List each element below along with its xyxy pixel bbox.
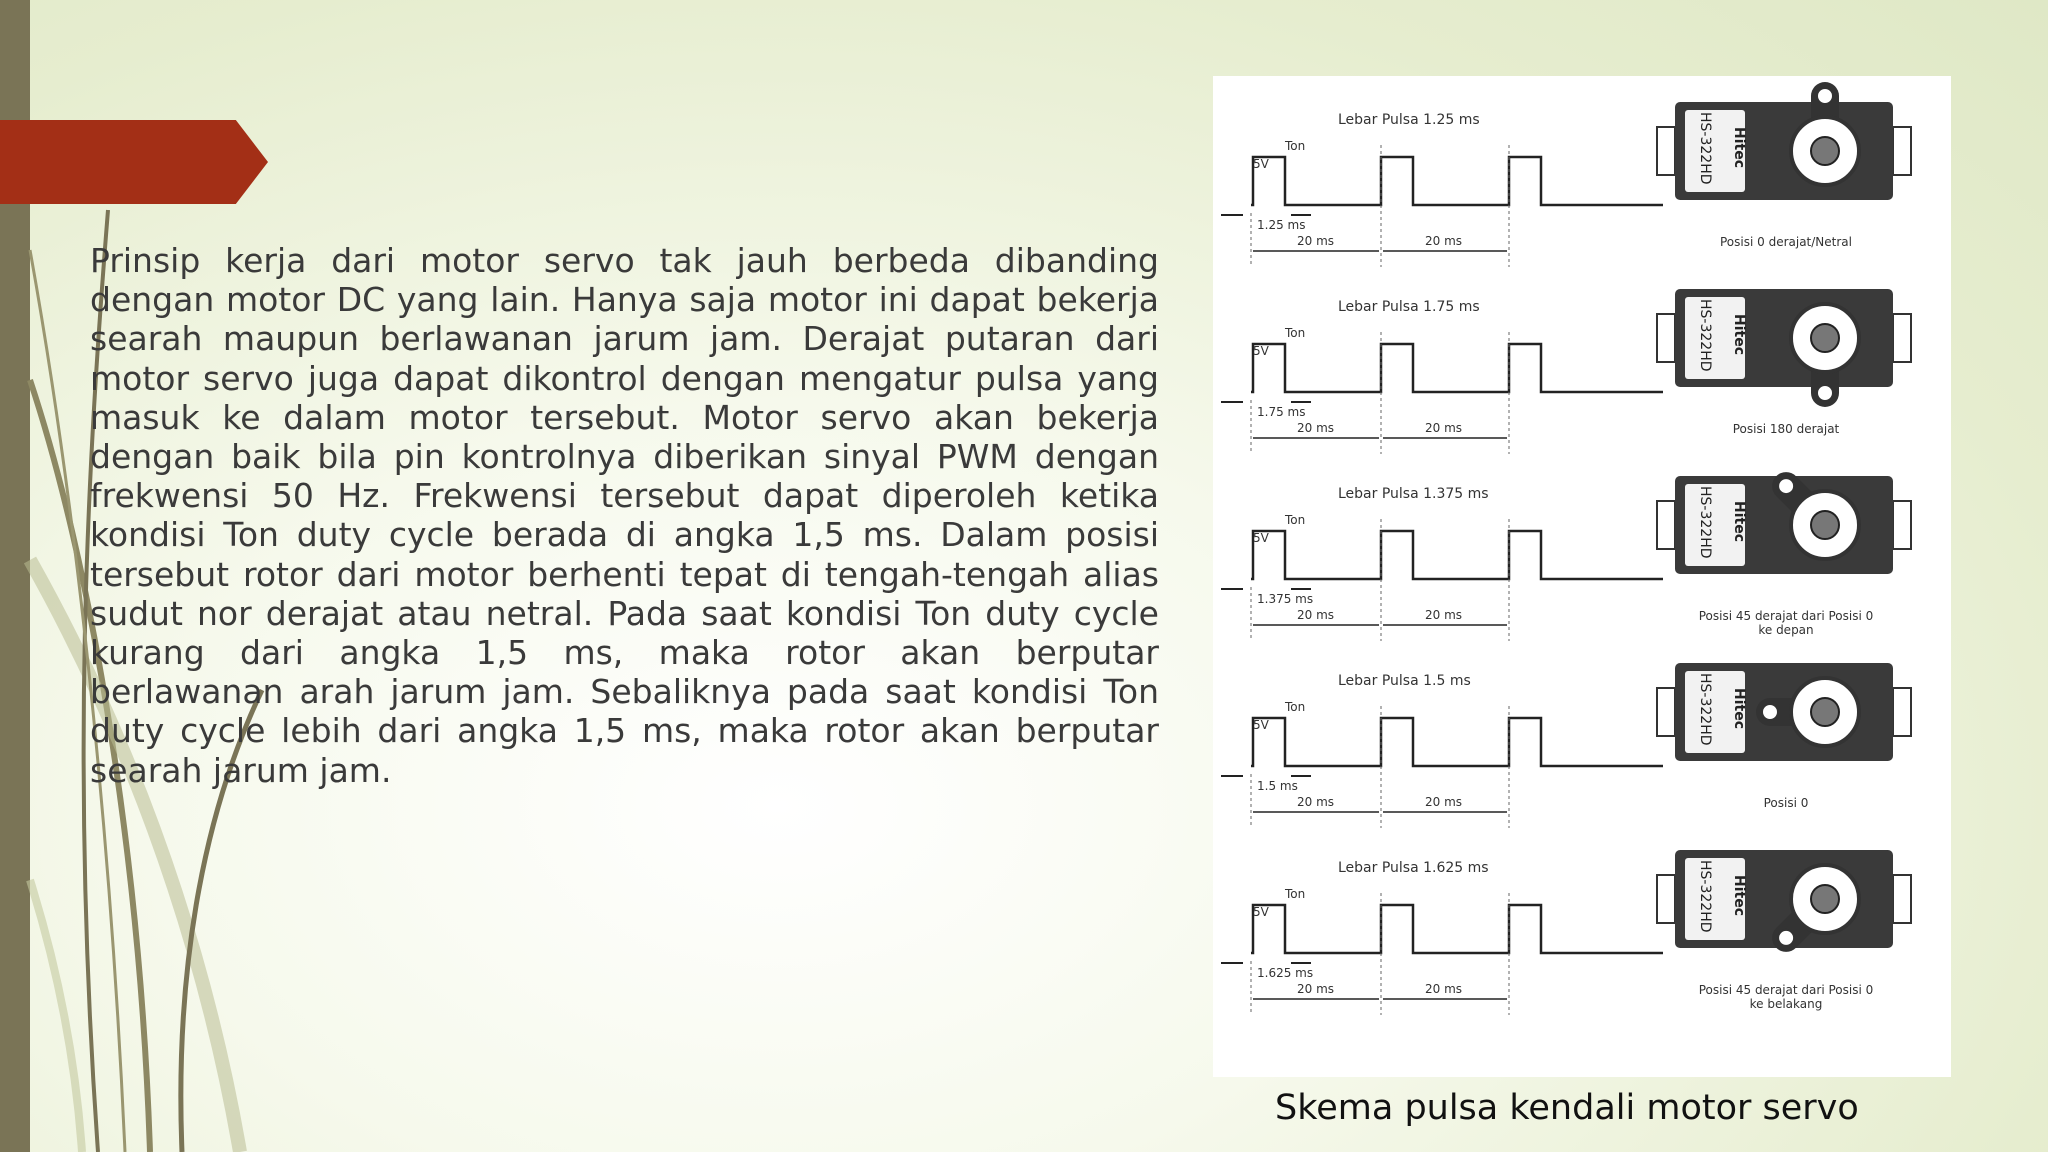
pulse-title: Lebar Pulsa 1.5 ms [1338, 673, 1471, 689]
period-label: 20 ms [1425, 421, 1463, 435]
pulse-width-label: 1.625 ms [1257, 966, 1314, 980]
servo-horn-hole [1778, 930, 1794, 946]
ton-label: Ton [1285, 139, 1306, 153]
servo-brand: Hitec [1731, 875, 1747, 917]
position-label: Posisi 180 derajat [1732, 422, 1840, 436]
servo-horn-hole [1778, 478, 1794, 494]
period-label: 20 ms [1297, 234, 1335, 248]
pulse-title: Lebar Pulsa 1.625 ms [1338, 860, 1489, 876]
period-label: 20 ms [1425, 234, 1463, 248]
position-label-line2: ke depan [1758, 623, 1814, 637]
pulse-waveform [1251, 905, 1663, 953]
mounting-tab [1893, 688, 1911, 736]
servo-horn-hole [1817, 88, 1833, 104]
figure-caption: Skema pulsa kendali motor servo [1275, 1088, 1859, 1128]
pulse-width-label: 1.75 ms [1257, 405, 1306, 419]
pulse-width-label: 1.375 ms [1257, 592, 1314, 606]
period-label: 20 ms [1425, 795, 1463, 809]
position-label: Posisi 0 derajat/Netral [1720, 235, 1852, 249]
mounting-tab [1893, 875, 1911, 923]
pulse-waveform [1251, 157, 1663, 205]
servo-output-shaft [1811, 511, 1839, 539]
pulse-width-label: 1.5 ms [1257, 779, 1298, 793]
position-label-line2: ke belakang [1749, 997, 1823, 1011]
mounting-tab [1657, 875, 1675, 923]
servo-model: HS-322HD [1697, 673, 1713, 746]
pulse-title: Lebar Pulsa 1.75 ms [1338, 299, 1480, 315]
mounting-tab [1893, 127, 1911, 175]
period-label: 20 ms [1297, 982, 1335, 996]
body-paragraph: Prinsip kerja dari motor servo tak jauh berbeda dibanding dengan motor DC yang lain. Hanya saja motor ini dapat bekerja searah maupun berlawanan jarum jam. Derajat putaran dari motor servo juga dapat dikontrol dengan mengatur pulsa yang masuk ke dalam motor tersebut. Motor servo akan bekerja dengan baik bila pin kontrolnya diberikan sinyal PWM dengan frekwensi 50 Hz. Frekwensi tersebut dapat diperoleh ketika kondisi Ton duty cycle berada di angka 1,5 ms. Dalam posisi tersebut rotor dari motor berhenti tepat di tengah-tengah alias sudut nor derajat atau netral. Pada saat kondisi Ton duty cycle kurang dari angka 1,5 ms, maka rotor akan berputar berlawanan arah jarum jam. Sebaliknya pada saat kondisi Ton duty cycle lebih dari angka 1,5 ms, maka rotor akan berputar searah jarum jam. [90, 241, 1159, 790]
servo-brand: Hitec [1731, 127, 1747, 169]
position-label: Posisi 45 derajat dari Posisi 0 [1698, 983, 1874, 997]
pulse-waveform [1251, 531, 1663, 579]
servo-pulse-figure [1213, 76, 1951, 1077]
period-label: 20 ms [1297, 608, 1335, 622]
servo-brand: Hitec [1731, 688, 1747, 730]
period-label: 20 ms [1425, 608, 1463, 622]
servo-model: HS-322HD [1697, 486, 1713, 559]
pulse-waveform [1251, 344, 1663, 392]
servo-brand: Hitec [1731, 314, 1747, 356]
ton-label: Ton [1285, 326, 1306, 340]
mounting-tab [1657, 688, 1675, 736]
pulse-title: Lebar Pulsa 1.375 ms [1338, 486, 1489, 502]
mounting-tab [1893, 314, 1911, 362]
voltage-label: 5V [1253, 905, 1269, 919]
servo-output-shaft [1811, 698, 1839, 726]
voltage-label: 5V [1253, 157, 1269, 171]
ton-label: Ton [1285, 887, 1306, 901]
pulse-width-label: 1.25 ms [1257, 218, 1306, 232]
title-accent-shape [0, 120, 268, 204]
voltage-label: 5V [1253, 718, 1269, 732]
mounting-tab [1893, 501, 1911, 549]
servo-horn-hole [1762, 704, 1778, 720]
period-label: 20 ms [1297, 421, 1335, 435]
pulse-title: Lebar Pulsa 1.25 ms [1338, 112, 1480, 128]
servo-model: HS-322HD [1697, 860, 1713, 933]
servo-model: HS-322HD [1697, 299, 1713, 372]
servo-horn-hole [1817, 385, 1833, 401]
position-label: Posisi 45 derajat dari Posisi 0 [1698, 609, 1874, 623]
servo-output-shaft [1811, 885, 1839, 913]
ton-label: Ton [1285, 700, 1306, 714]
servo-brand: Hitec [1731, 501, 1747, 543]
mounting-tab [1657, 127, 1675, 175]
servo-model: HS-322HD [1697, 112, 1713, 185]
pulse-waveform [1251, 718, 1663, 766]
period-label: 20 ms [1297, 795, 1335, 809]
servo-output-shaft [1811, 324, 1839, 352]
period-label: 20 ms [1425, 982, 1463, 996]
ton-label: Ton [1285, 513, 1306, 527]
mounting-tab [1657, 314, 1675, 362]
position-label: Posisi 0 [1763, 796, 1809, 810]
voltage-label: 5V [1253, 344, 1269, 358]
voltage-label: 5V [1253, 531, 1269, 545]
mounting-tab [1657, 501, 1675, 549]
servo-output-shaft [1811, 137, 1839, 165]
